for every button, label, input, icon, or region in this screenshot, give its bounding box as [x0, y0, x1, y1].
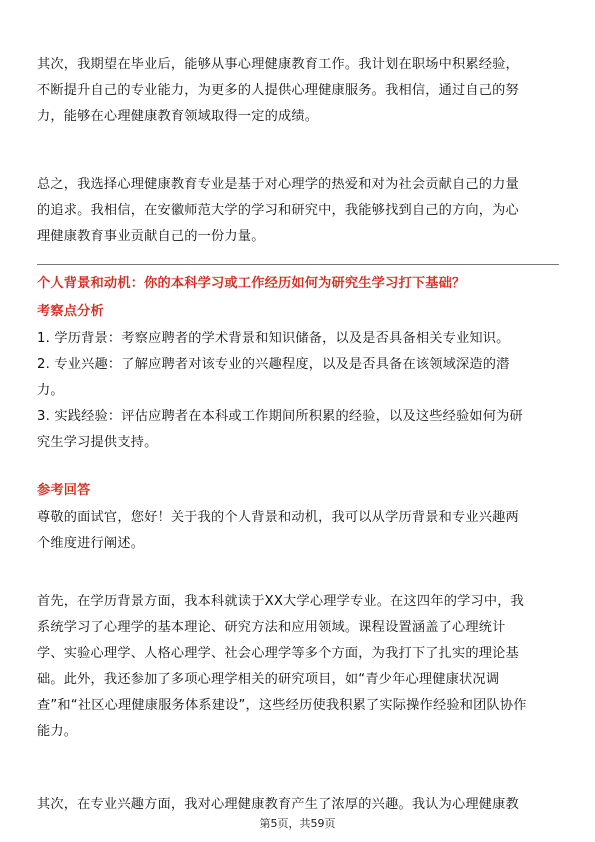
paragraph-conclusion [37, 172, 559, 250]
text-line: 其次，我期望在毕业后，能够从事心理健康教育工作。我计划在职场中积累经验， [37, 57, 519, 72]
text-line: 力，能够在心理健康教育领域取得一定的成绩。 [37, 109, 319, 124]
analysis-item-interest-cont: 力。 [37, 383, 64, 398]
text-line: 其次，在专业兴趣方面，我对心理健康教育产生了浓厚的兴趣。我认为心理健康教 [37, 797, 519, 812]
text-line: 础。此外，我还参加了多项心理学相关的研究项目，如“青少年心理健康状况调 [37, 672, 500, 687]
answer-heading: 参考回答 [37, 483, 91, 498]
question-heading: 个人背景和动机：你的本科学习或工作经历如何为研究生学习打下基础？ [37, 276, 466, 291]
analysis-item-interest: 2. 专业兴趣：了解应聘者对该专业的兴趣程度，以及是否具备在该领域深造的潜 [37, 357, 510, 372]
analysis-list [37, 326, 559, 456]
answer-education-background [37, 589, 559, 745]
text-line: 能力。 [37, 724, 78, 739]
text-line: 尊敬的面试官，您好！关于我的个人背景和动机，我可以从学历背景和专业兴趣两 [37, 510, 519, 525]
text-line: 理健康教育事业贡献自己的一份力量。 [37, 229, 265, 244]
text-line: 总之，我选择心理健康教育专业是基于对心理学的热爱和对为社会贡献自己的力量 [37, 177, 519, 192]
analysis-item-experience-cont: 究生学习提供支持。 [37, 435, 158, 450]
text-line: 系统学习了心理学的基本理论、研究方法和应用领域。课程设置涵盖了心理统计 [37, 620, 506, 635]
analysis-item-experience: 3. 实践经验：评估应聘者在本科或工作期间所积累的经验，以及这些经验如何为研 [37, 409, 523, 424]
text-line: 查”和“社区心理健康服务体系建设”，这些经历使我积累了实际操作经验和团队协作 [37, 698, 527, 713]
text-line: 不断提升自己的专业能力，为更多的人提供心理健康服务。我相信，通过自己的努 [37, 83, 519, 98]
text-line: 首先，在学历背景方面，我本科就读于XX大学心理学专业。在这四年的学习中，我 [37, 594, 525, 609]
analysis-item-education: 1. 学历背景：考察应聘者的学术背景和知识储备，以及是否具备相关专业知识。 [37, 331, 510, 346]
text-line: 的追求。我相信，在安徽师范大学的学习和研究中，我能够找到自己的方向，为心 [37, 203, 519, 218]
analysis-heading: 考察点分析 [37, 304, 104, 319]
answer-intro [37, 505, 559, 557]
text-line: 个维度进行阐述。 [37, 536, 145, 551]
page-number-footer: 第5页，共59页 [259, 817, 336, 830]
section-divider [37, 264, 559, 265]
text-line: 学、实验心理学、人格心理学、社会心理学等多个方面，为我打下了扎实的理论基 [37, 646, 519, 661]
paragraph-career-goal [37, 52, 559, 130]
